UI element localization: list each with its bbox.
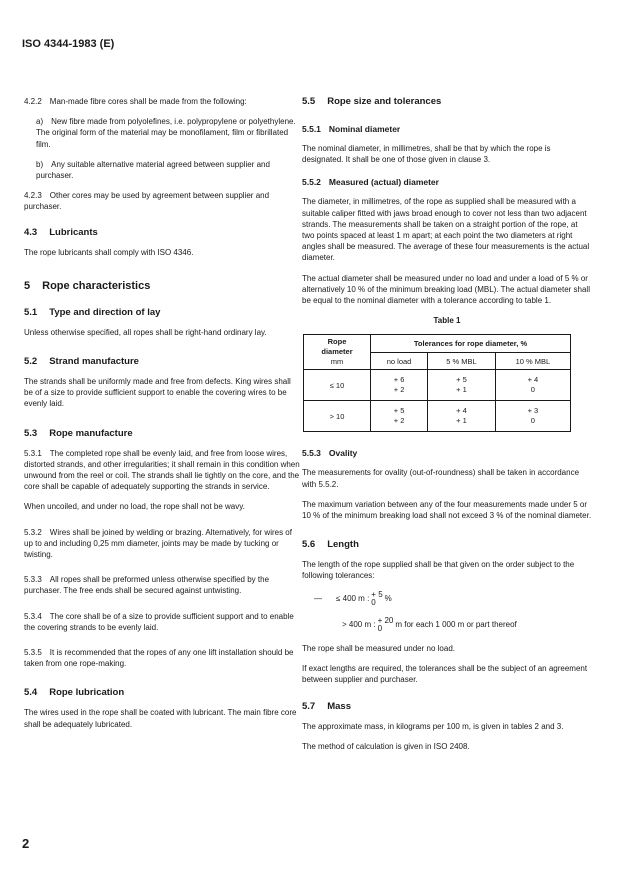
clause-5-6-text3: If exact lengths are required, the tolerances shall be the subject of an agreement between supplier and purchaser.	[302, 663, 588, 685]
heading-5-1: 5.1 Type and direction of lay	[24, 306, 161, 318]
clause-5-3-5: 5.3.5 It is recommended that the ropes of any one lift installation should be taken from one rope-making.	[24, 648, 294, 669]
heading-5: 5 Rope characteristics	[24, 279, 151, 292]
clause-5-7-text2: The method of calculation is given in ISO 2408.	[302, 742, 470, 752]
clause-4-3-text: The rope lubricants shall comply with ISO 4346.	[24, 247, 194, 257]
table-row: ≤ 10 + 6 + 2 + 5 + 1 + 4 0	[304, 370, 571, 401]
col-no-load: no load	[371, 352, 428, 370]
clause-5-3-1: 5.3.1 The completed rope shall be evenly laid, and free from loose wires, distorted strands, and other irregularities; it shall remain in this condition when unwound from the reel or coil. The strands shall lie tightly on the core, and the core shall be capable of adequately supporting the strands in service.	[24, 448, 300, 492]
tolerance-line-2: > 400 m : + 20 0 m for each 1 000 m or part thereof	[342, 615, 517, 633]
clause-5-3-1-b: When uncoiled, and under no load, the rope shall not be wavy.	[24, 502, 245, 512]
left-column	[24, 96, 300, 739]
clause-5-3-3: 5.3.3 All ropes shall be preformed unless otherwise specified by the purchaser. The free ends shall be secured against untwisting.	[24, 575, 270, 596]
right-column	[302, 96, 592, 762]
heading-5-6: 5.6 Length	[302, 539, 359, 551]
tolerance-2-fraction: + 20 0	[377, 615, 394, 633]
heading-5-2: 5.2 Strand manufacture	[24, 356, 139, 368]
clause-5-5-3-text2: The maximum variation between any of the four measurements made under 5 or 10 % of the minimum breaking load shall not exceed 3 % of the nominal diameter.	[302, 499, 592, 521]
clause-5-4-text: The wires used in the rope shall be coated with lubricant. The main fibre core shall be adequately lubricated.	[24, 708, 297, 729]
clause-5-5-2-text2: The actual diameter shall be measured under no load and under a load of 5 % or alternatively 10 % of the minimum breaking load (MBL). The actual diameter shall be equal to the nominal diameter with a tolerance according to table 1.	[302, 273, 590, 306]
clause-5-6-text2: The rope shall be measured under no load.	[302, 643, 455, 653]
tolerance-1-fraction: + 5 0	[371, 589, 383, 607]
col-10-mbl: 10 % MBL	[495, 352, 570, 370]
clause-5-6-text: The length of the rope supplied shall be that given on the order subject to the following tolerances:	[302, 560, 575, 581]
clause-5-5-1-text: The nominal diameter, in millimetres, shall be that by which the rope is designated. It shall be one of those given in clause 3.	[302, 144, 551, 165]
clause-4-2-2-a: a) New fibre made from polyolefines, i.e. polypropylene or polyethylene. The original form of the material may be monofilament, film or fibrillated film.	[36, 117, 296, 149]
tolerance-line-1: — ≤ 400 m : + 5 0 %	[314, 589, 392, 607]
table-1-title: Table 1	[433, 316, 461, 326]
heading-5-5: 5.5 Rope size and tolerances	[302, 96, 442, 107]
heading-5-3: 5.3 Rope manufacture	[24, 427, 133, 439]
heading-5-7: 5.7 Mass	[302, 701, 351, 713]
table-row: > 10 + 5 + 2 + 4 + 1 + 3 0	[304, 401, 571, 432]
page-header: ISO 4344-1983 (E)	[22, 38, 115, 50]
page-number: 2	[22, 836, 30, 851]
clause-5-3-2: 5.3.2 Wires shall be joined by welding or brazing. Alternatively, for wires of up to and including 0,25 mm diameter, joints may be made by tucking or twisting.	[24, 527, 292, 560]
clause-5-3-4: 5.3.4 The core shall be of a size to provide sufficient support and to enable the covering strands to be evenly laid.	[24, 611, 294, 632]
clause-4-2-2-b: b) Any suitable alternative material agreed between supplier and purchaser.	[36, 159, 270, 181]
clause-4-2-2: 4.2.2 Man-made fibre cores shall be made from the following:	[24, 97, 247, 106]
table-header-row	[304, 335, 571, 353]
clause-5-5-3-text: The measurements for ovality (out-of-roundness) shall be taken in accordance with 5.5.2.	[302, 468, 580, 489]
clause-5-1-text: Unless otherwise specified, all ropes shall be right-hand ordinary lay.	[24, 327, 267, 337]
col-tolerances: Tolerances for rope diameter, %	[371, 335, 571, 353]
heading-4-3: 4.3 Lubricants	[24, 226, 98, 238]
clause-5-5-2-text: The diameter, in millimetres, of the rope as supplied shall be measured with a suitable caliper fitted with jaws broad enough to cover not less than two adjacent strands. The measurements shall be taken on a straight portion of the rope, at two points spaced at least 1 m apart; at each point the two diameters at right angles shall be measured. The average of these four measurements is the actual diameter.	[302, 197, 590, 263]
clause-5-2-text: The strands shall be uniformly made and free from defects. King wires shall be of a size to provide sufficient support to enable the covering wires to be evenly laid.	[24, 377, 291, 409]
heading-5-5-3: 5.5.3 Ovality	[302, 448, 358, 459]
heading-5-5-1: 5.5.1 Nominal diameter	[302, 124, 401, 134]
heading-5-4: 5.4 Rope lubrication	[24, 687, 125, 699]
clause-5-7-text: The approximate mass, in kilograms per 100 m, is given in tables 2 and 3.	[302, 722, 564, 732]
clause-4-2-3: 4.2.3 Other cores may be used by agreement between supplier and purchaser.	[24, 191, 270, 212]
col-5-mbl: 5 % MBL	[428, 352, 496, 370]
heading-5-5-2: 5.5.2 Measured (actual) diameter	[302, 177, 439, 188]
table-1	[303, 334, 571, 432]
col-rope-diameter: Rope diameter mm	[304, 335, 371, 370]
